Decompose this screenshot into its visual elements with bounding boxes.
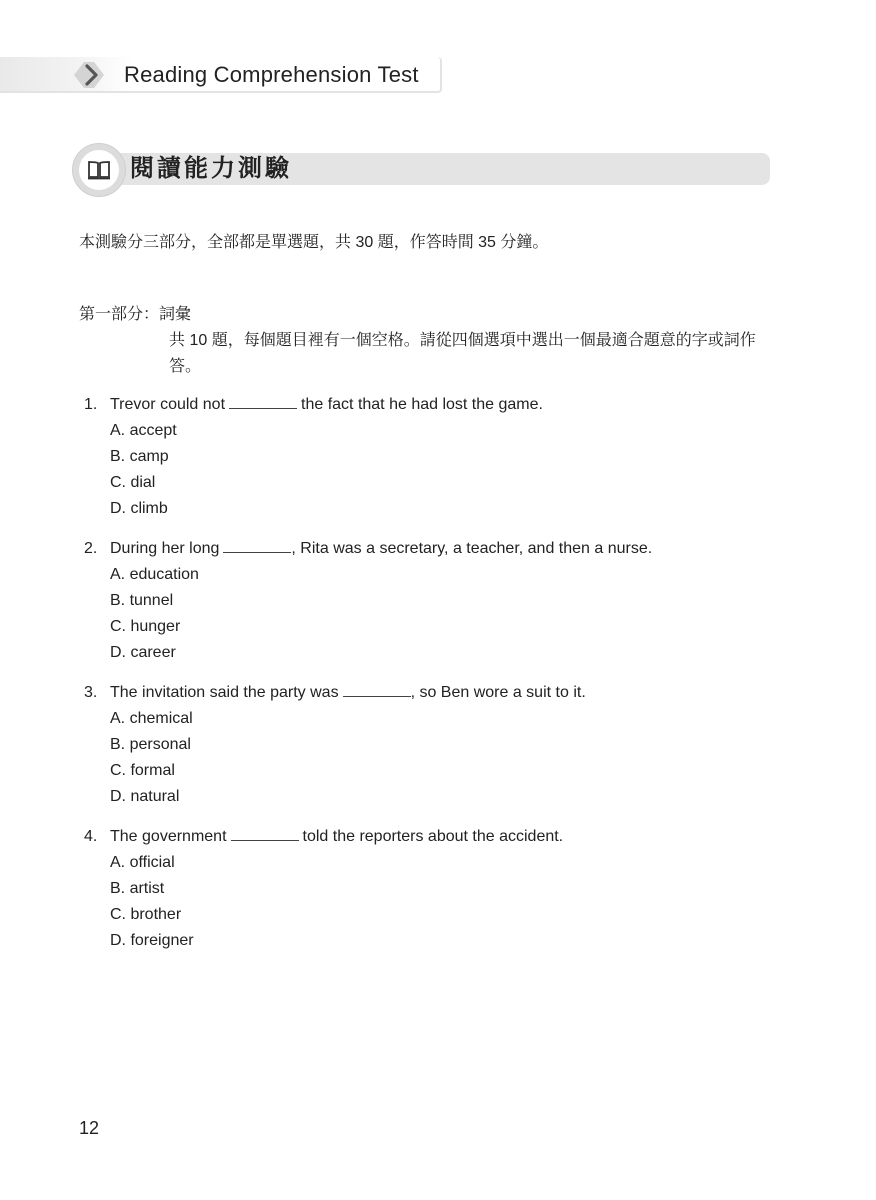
option-c: C. hunger	[110, 618, 181, 635]
option-c: C. brother	[110, 906, 182, 923]
option-a: A. official	[110, 854, 175, 871]
open-book-icon	[87, 160, 111, 180]
option-b: B. artist	[110, 880, 165, 897]
question-stem	[84, 681, 586, 705]
question-stem	[84, 537, 652, 561]
question-text-after: , so Ben wore a suit to it.	[410, 684, 586, 701]
option-b: B. tunnel	[110, 592, 174, 609]
page-number: 12	[79, 1118, 100, 1138]
option-d: D. natural	[110, 788, 180, 805]
option-c: C. formal	[110, 762, 175, 779]
section-icon-badge	[72, 143, 126, 197]
question-text-before: Trevor could not	[110, 396, 226, 413]
option-c: C. dial	[110, 474, 156, 491]
question-list	[0, 393, 876, 969]
option-a: A. chemical	[110, 710, 193, 727]
question-stem	[84, 393, 543, 417]
question-stem	[84, 825, 563, 849]
question-4	[0, 825, 876, 969]
section-title: 閱讀能力測驗	[130, 155, 292, 182]
option-d: D. foreigner	[110, 932, 194, 949]
option-d: D. climb	[110, 500, 168, 517]
question-text-before: The invitation said the party was	[110, 684, 339, 701]
part-description: 共 10 題，每個題目裡有一個空格。請從四個選項中選出一個最適合題意的字或詞作答。	[169, 332, 756, 375]
question-text-after: , Rita was a secretary, a teacher, and then a nurse.	[291, 540, 653, 557]
question-3	[0, 681, 876, 825]
option-b: B. camp	[110, 448, 169, 465]
question-1	[0, 393, 876, 537]
test-intro: 本測驗分三部分，全部都是單選題，共 30 題，作答時間 35 分鐘。	[79, 234, 549, 251]
question-text-before: During her long	[110, 540, 220, 557]
option-a: A. accept	[110, 422, 177, 439]
option-a: A. education	[110, 566, 199, 583]
answer-blank	[231, 825, 299, 841]
question-2	[0, 537, 876, 681]
question-number: 4.	[84, 828, 98, 845]
option-d: D. career	[110, 644, 176, 661]
answer-blank	[223, 537, 291, 553]
question-number: 3.	[84, 684, 98, 701]
question-number: 1.	[84, 396, 98, 413]
header-title: Reading Comprehension Test	[124, 62, 419, 87]
answer-blank	[229, 393, 297, 409]
question-number: 2.	[84, 540, 98, 557]
question-text-after: the fact that he had lost the game.	[301, 396, 543, 413]
part-title: 第一部分：詞彙	[79, 306, 192, 323]
chevron-right-icon	[72, 58, 110, 92]
answer-blank	[343, 681, 411, 697]
question-text-before: The government	[110, 828, 227, 845]
question-text-after: told the reporters about the accident.	[302, 828, 564, 845]
option-b: B. personal	[110, 736, 191, 753]
